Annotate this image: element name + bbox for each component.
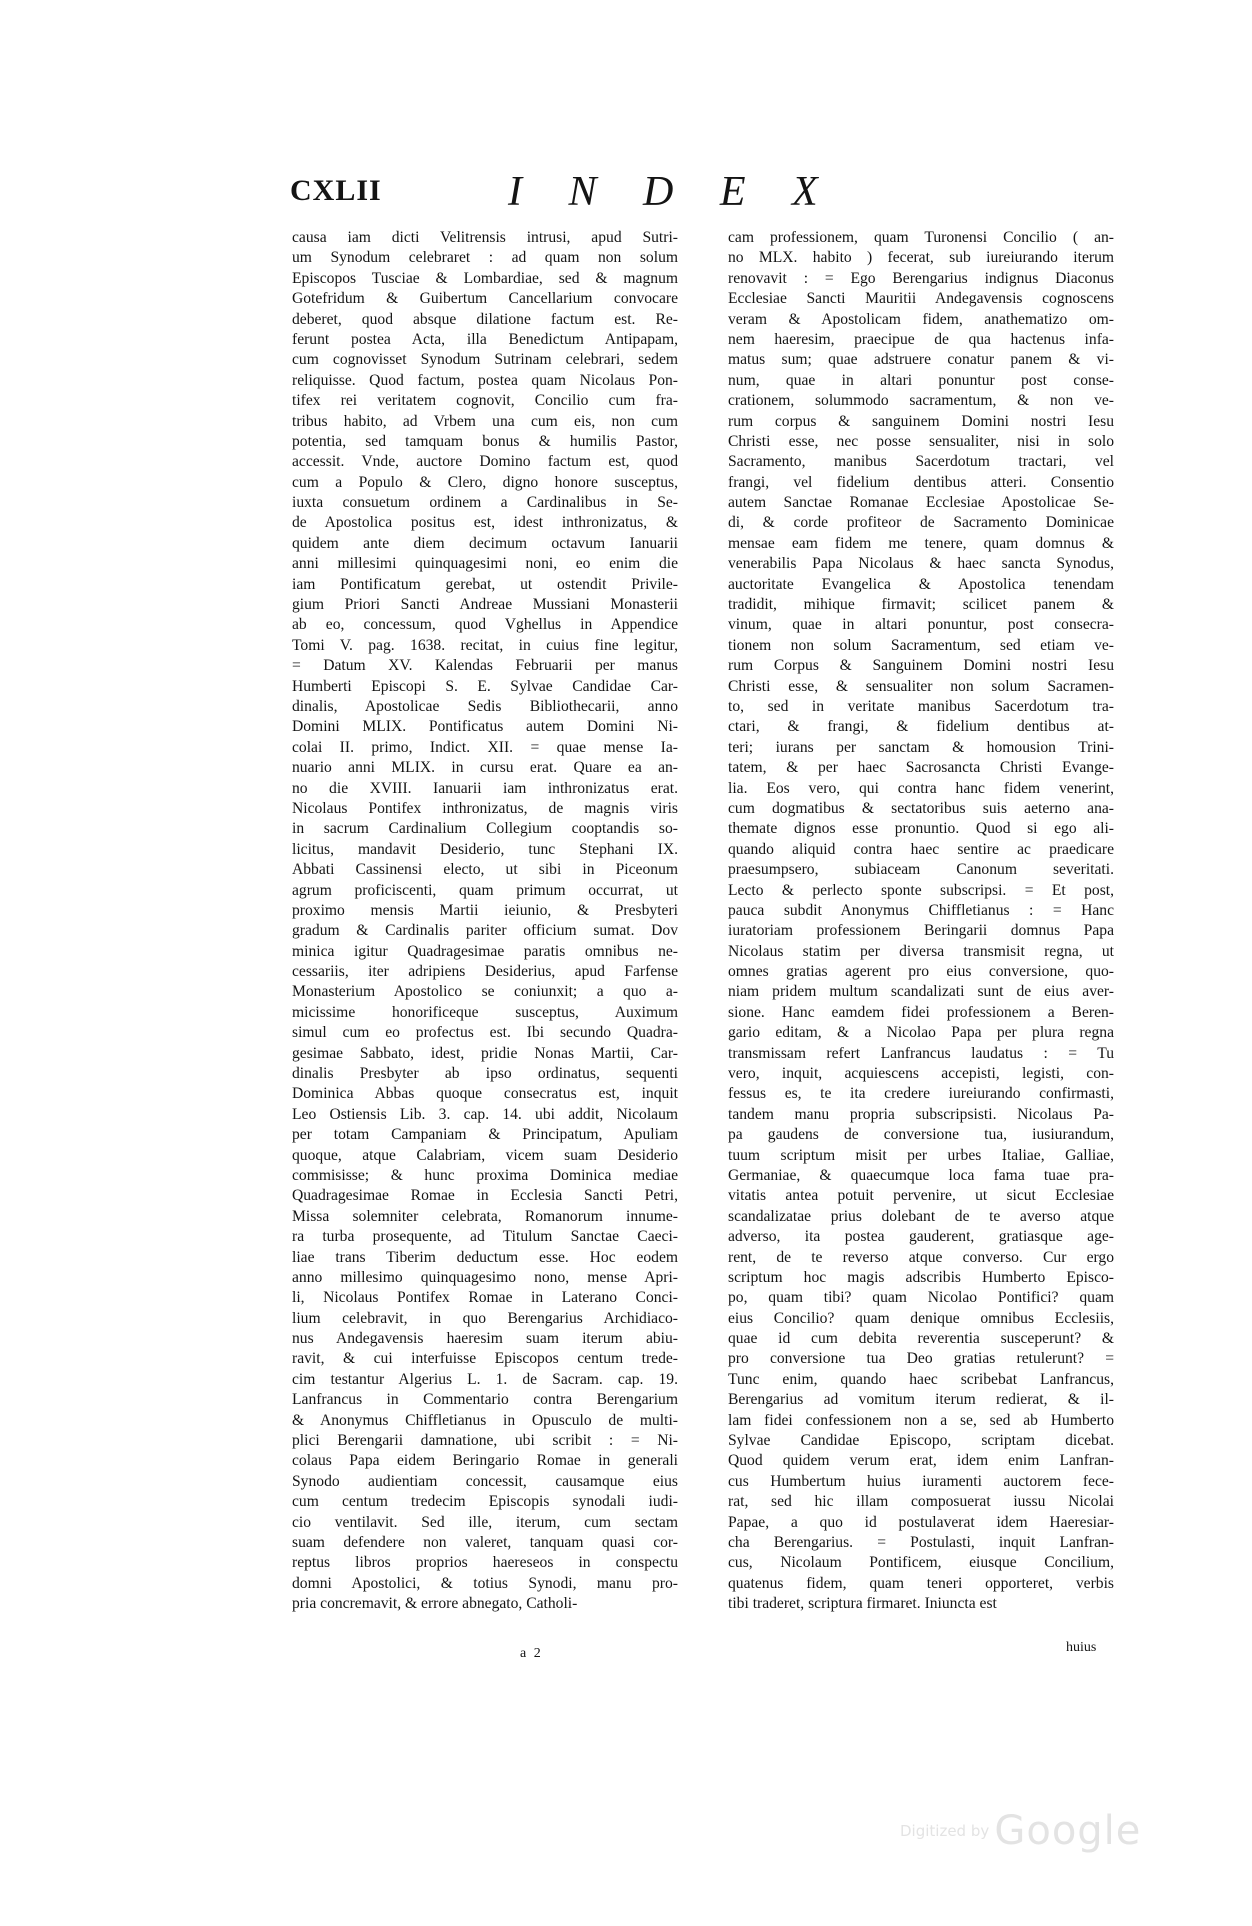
text-line: reptus libros proprios haereseos in conspectu — [292, 1554, 678, 1572]
text-line: veram & Apostolicam fidem, anathematizo om- — [728, 310, 1114, 328]
text-line: causa iam dicti Velitrensis intrusi, apud Sutri- — [292, 229, 678, 246]
text-line: simul cum eo profectus est. Ibi secundo Quadra- — [292, 1024, 678, 1042]
digitization-watermark — [900, 1808, 1141, 1854]
text-line: cus, Nicolaum Pontificem, eiusque Concilium, — [728, 1554, 1114, 1572]
text-line: no MLX. habito ) fecerat, sub iureiurando iterum — [728, 249, 1114, 267]
text-line: proximo mensis Martii ieiunio, & Presbyteri — [292, 901, 678, 919]
text-line: pria concremavit, & errore abnegato, Catholi- — [292, 1595, 578, 1613]
text-line: potentia, sed tamquam bonus & humilis Pastor, — [292, 432, 678, 450]
text-line: Synodo audientiam concessit, causamque eius — [292, 1472, 678, 1490]
text-line: crationem, solummodo sacramentum, & non ve- — [728, 392, 1114, 410]
text-line: ctari, & frangi, & fidelium dentibus at- — [728, 718, 1114, 736]
text-line: nuario anni MLIX. in cursu erat. Quare ea an- — [292, 759, 678, 777]
text-line: Christi esse, nec posse sensualiter, nisi in solo — [728, 432, 1114, 450]
text-line: adverso, ita postea gauderent, gratiasque age- — [728, 1228, 1114, 1246]
text-line: Gotefridum & Guibertum Cancellarium convocare — [292, 290, 678, 308]
text-line: sione. Hanc eamdem fidei professionem a Beren- — [728, 1003, 1114, 1021]
text-line: gesimae Sabbato, idest, pridie Nonas Martii, Car- — [292, 1044, 678, 1062]
text-line: quando aliquid contra haec sentire ac praedicare — [728, 840, 1114, 858]
text-line: cim testantur Algerius L. 1. de Sacram. cap. 19. — [292, 1370, 678, 1388]
text-line: eius Concilio? quam denique omnibus Ecclesiis, — [728, 1309, 1114, 1327]
left-text-column — [292, 228, 678, 1615]
text-line: accessit. Vnde, auctore Domino factum est, quod — [292, 453, 678, 471]
text-line: Episcopos Tusciae & Lombardiae, sed & magnum — [292, 269, 678, 287]
text-line: frangi, vel fidelium dentibus atteri. Consentio — [728, 473, 1114, 491]
text-line: vinum, quae in altari ponuntur, post consecra- — [728, 616, 1114, 634]
text-line: cessariis, iter adripiens Desiderius, apud Farfense — [292, 963, 678, 981]
text-line: micissime honorificeque susceptus, Auximum — [292, 1003, 678, 1021]
text-line: Missa solemniter celebrata, Romanorum innume- — [292, 1207, 678, 1225]
text-line: tribus habito, ad Vrbem una cum eis, non cum — [292, 412, 678, 430]
right-text-column — [728, 228, 1114, 1615]
text-line: Sylvae Candidae Episcopo, scriptam dicebat. — [728, 1432, 1114, 1450]
text-line: colaus Papa eidem Beringario Romae in generali — [292, 1452, 678, 1470]
text-line: deberet, quod absque dilatione factum est. Re- — [292, 310, 678, 328]
text-line: cus Humbertum huius iuramenti auctorem fece- — [728, 1472, 1114, 1490]
text-line: pro conversione tua Deo gratias retulerunt? = — [728, 1350, 1114, 1368]
text-line: ravit, & cui interfuisse Episcopos centum trede- — [292, 1350, 678, 1368]
text-line: Lanfrancus in Commentario contra Berengarium — [292, 1391, 678, 1409]
text-line: cum dogmatibus & sectatoribus suis aeterno ana- — [728, 799, 1114, 817]
text-line: gario editam, & a Nicolao Papa per plura regna — [728, 1024, 1114, 1042]
text-line: cum cognovisset Synodum Sutrinam celebrari, sedem — [292, 351, 678, 369]
text-line: Tunc enim, quando haec scribebat Lanfrancus, — [728, 1370, 1114, 1388]
text-line: minica igitur Quadragesimae paratis omnibus ne- — [292, 942, 678, 960]
text-line: de Apostolica positus est, idest inthronizatus, & — [292, 514, 678, 532]
text-line: Papae, a quo id postulaverat idem Haeresiar- — [728, 1513, 1114, 1531]
text-line: Dominica Abbas quoque consecratus est, inquit — [292, 1085, 678, 1103]
text-line: nus Andegavensis haeresim suam iterum abiu- — [292, 1330, 678, 1348]
text-line: Leo Ostiensis Lib. 3. cap. 14. ubi addit, Nicolaum — [292, 1105, 678, 1123]
text-line: niam pridem multum scandalizati sunt de eius aver- — [728, 983, 1114, 1001]
text-line: Nicolaus Pontifex inthronizatus, de magnis viris — [292, 799, 678, 817]
text-line: ab eo, concessum, quod Vghellus in Appendice — [292, 616, 678, 634]
signature-mark: a 2 — [520, 1646, 543, 1661]
text-line: Christi esse, & sensualiter non solum Sacramen- — [728, 677, 1114, 695]
text-line: iam Pontificatum gerebat, ut ostendit Privile- — [292, 575, 678, 593]
text-line: num, quae in altari ponuntur post conse- — [728, 371, 1114, 389]
text-line: reliquisse. Quod factum, postea quam Nicolaus Pon- — [292, 371, 678, 389]
text-line: Quadragesimae Romae in Ecclesia Sancti Petri, — [292, 1187, 678, 1205]
text-line: po, quam tibi? quam Nicolao Pontifici? quam — [728, 1289, 1114, 1307]
text-line: matus sum; quae adstruere conatur panem & vi- — [728, 351, 1114, 369]
text-line: plici Berengarii damnatione, ubi scribit : = Ni- — [292, 1432, 678, 1450]
text-line: Abbati Cassinensi electo, ut sibi in Piceonum — [292, 861, 678, 879]
text-line: iuratoriam professionem Beringarii domnus Papa — [728, 922, 1114, 940]
text-line: tifex rei veritatem cognovit, Concilio cum fra- — [292, 392, 678, 410]
text-line: tandem manu propria subscripsisti. Nicolaus Pa- — [728, 1105, 1114, 1123]
text-line: gradum & Cardinalis pariter officium sumat. Dov — [292, 922, 678, 940]
running-title: I N D E X — [508, 169, 836, 215]
text-line: scriptum hoc magis adscribis Humberto Episco- — [728, 1268, 1114, 1286]
text-line: quoque, atque Calabriam, vicem suam Desiderio — [292, 1146, 678, 1164]
text-line: tionem non solum Sacramentum, sed etiam ve- — [728, 636, 1114, 654]
text-line: pa gaudens de conversione tua, iusiurandum, — [728, 1126, 1114, 1144]
text-line: Tomi V. pag. 1638. recitat, in cuius fine legitur, — [292, 636, 678, 654]
text-line: Monasterium Apostolico se coniunxit; a quo a- — [292, 983, 678, 1001]
text-line: teri; iurans per sanctam & homousion Trini- — [728, 738, 1114, 756]
text-line: to, sed in veritate manibus Sacerdotum tra- — [728, 697, 1114, 715]
text-line: vero, inquit, acquiescens accepisti, legisti, con- — [728, 1065, 1114, 1083]
text-line: rat, sed hic illam composuerat iussu Nicolai — [728, 1493, 1114, 1511]
text-line: nem haeresim, praecipue de qua hactenus infa- — [728, 330, 1114, 348]
text-line: suam defendere non valeret, tanquam quasi cor- — [292, 1534, 678, 1551]
text-line: dinalis, Apostolicae Sedis Bibliothecarii, anno — [292, 697, 678, 715]
text-line: Sacramento, manibus Sacerdotum tractari, vel — [728, 453, 1114, 471]
text-line: renovavit : = Ego Berengarius indignus Diaconus — [728, 269, 1114, 287]
text-line: tradidit, mihique firmavit; scilicet panem & — [728, 596, 1114, 614]
watermark-brand: Google — [994, 1808, 1142, 1854]
text-line: tuum scriptum misit per urbes Italiae, Galliae, — [728, 1146, 1114, 1164]
text-line: scandalizatae prius dolebant de te averso atque — [728, 1207, 1114, 1225]
text-line: licitus, mandavit Desiderio, tunc Stephani IX. — [292, 840, 678, 858]
text-line: gium Priori Sancti Andreae Mussiani Monasterii — [292, 596, 678, 614]
text-line: cha Berengarius. = Postulasti, inquit Lanfran- — [728, 1534, 1114, 1551]
text-line: colai II. primo, Indict. XII. = quae mense Ia- — [292, 738, 678, 756]
text-line: in sacrum Cardinalium Collegium cooptandis so- — [292, 820, 678, 838]
text-line: Nicolaus statim per diversa transmisit regna, ut — [728, 942, 1114, 960]
text-line: rum corpus & sanguinem Domini nostri Iesu — [728, 412, 1114, 430]
text-line: di, & corde profiteor de Sacramento Dominicae — [728, 514, 1114, 532]
text-line: transmissam refert Lanfrancus laudatus : = Tu — [728, 1044, 1114, 1062]
text-line: commisisse; & hunc proxima Dominica mediae — [292, 1166, 678, 1184]
text-line: Germaniae, & quaecumque loca fama tuae pra- — [728, 1166, 1114, 1184]
text-line: praesumpsero, subiaceam Canonum severitati. — [728, 861, 1114, 879]
text-line: quatenus fidem, quam teneri opporteret, verbis — [728, 1574, 1114, 1592]
text-line: Lecto & perlecto sponte subscripsi. = Et post, — [728, 881, 1114, 899]
text-line: Berengarius ad vomitum iterum redierat, & il- — [728, 1391, 1114, 1409]
text-line: mensae eam fidem me tenere, quam domnus & — [728, 534, 1114, 552]
text-line: Humberti Episcopi S. E. Sylvae Candidae Car- — [292, 677, 678, 695]
text-line: pauca subdit Anonymus Chiffletianus : = Hanc — [728, 901, 1114, 919]
text-line: anno millesimo quinquagesimo nono, mense Apri- — [292, 1268, 678, 1286]
text-line: dinalis Presbyter ab ipso ordinatus, sequenti — [292, 1065, 678, 1083]
page-number: CXLII — [290, 174, 382, 207]
text-line: cum centum tredecim Episcopis synodali iudi- — [292, 1493, 678, 1511]
text-line: liae trans Tiberim deductum esse. Hoc eodem — [292, 1248, 678, 1266]
text-line: rum Corpus & Sanguinem Domini nostri Iesu — [728, 657, 1114, 675]
text-line: lia. Eos vero, qui contra hanc fidem venerint, — [728, 779, 1114, 797]
text-line: um Synodum celebraret : ad quam non solum — [292, 249, 678, 267]
catchword: huius — [1066, 1640, 1097, 1655]
text-line: ferunt postea Acta, illa Benedictum Antipapam, — [292, 330, 678, 348]
text-line: & Anonymus Chiffletianus in Opusculo de multi- — [292, 1411, 678, 1429]
text-line: lium celebravit, in quo Berengarius Archidiaco- — [292, 1309, 678, 1327]
text-line: Domini MLIX. Pontificatus autem Domini Ni- — [292, 718, 678, 736]
text-line: omnes gratias agerent pro eius conversione, quo- — [728, 963, 1114, 981]
text-line: cum a Populo & Clero, digno honore susceptus, — [292, 473, 678, 491]
text-line: agrum proficiscenti, quam primum occurrat, ut — [292, 881, 678, 899]
text-line: no die XVIII. Ianuarii iam inthronizatus erat. — [292, 779, 678, 797]
text-line: vitatis antea potuit pervenire, ut sicut Ecclesiae — [728, 1187, 1114, 1205]
watermark-prefix: Digitized by — [900, 1822, 990, 1840]
text-line: ra turba prosequente, ad Titulum Sanctae Caeci- — [292, 1228, 678, 1246]
text-line: Quod quidem verum erat, idem enim Lanfran- — [728, 1452, 1114, 1470]
text-line: quae id cum debita reverentia susceperunt? & — [728, 1330, 1114, 1348]
text-line: fessus es, te ita credere iureiurando confirmasti, — [728, 1085, 1114, 1103]
text-line: rent, de te reverso atque converso. Cur ergo — [728, 1248, 1114, 1266]
text-line: tibi traderet, scriptura firmaret. Iniuncta est — [728, 1595, 997, 1613]
text-line: cam professionem, quam Turonensi Concilio ( an- — [728, 229, 1114, 246]
text-line: per totam Campaniam & Principatum, Apuliam — [292, 1126, 678, 1144]
page-header — [290, 168, 950, 218]
text-line: venerabilis Papa Nicolaus & haec sancta Synodus, — [728, 555, 1114, 573]
text-line: = Datum XV. Kalendas Februarii per manus — [292, 657, 678, 675]
text-line: anni millesimi quinquagesimi noni, eo enim die — [292, 555, 678, 573]
text-line: quidem ante diem decimum octavum Ianuarii — [292, 534, 678, 552]
text-line: cio ventilavit. Sed ille, iterum, cum sectam — [292, 1513, 678, 1531]
text-line: tatem, & per haec Sacrosancta Christi Evange- — [728, 759, 1114, 777]
text-line: iuxta consuetum ordinem a Cardinalibus in Se- — [292, 494, 678, 512]
text-line: domni Apostolici, & totius Synodi, manu pro- — [292, 1574, 678, 1592]
text-line: autem Sanctae Romanae Ecclesiae Apostolicae Se- — [728, 494, 1114, 512]
text-line: auctoritate Evangelica & Apostolica tenendam — [728, 575, 1114, 593]
text-line: themate dignos esse pronuntio. Quod si ego ali- — [728, 820, 1114, 838]
text-line: lam fidei confessionem non a se, sed ab Humberto — [728, 1411, 1114, 1429]
text-line: li, Nicolaus Pontifex Romae in Laterano Conci- — [292, 1289, 678, 1307]
text-line: Ecclesiae Sancti Mauritii Andegavensis cognoscens — [728, 290, 1114, 308]
